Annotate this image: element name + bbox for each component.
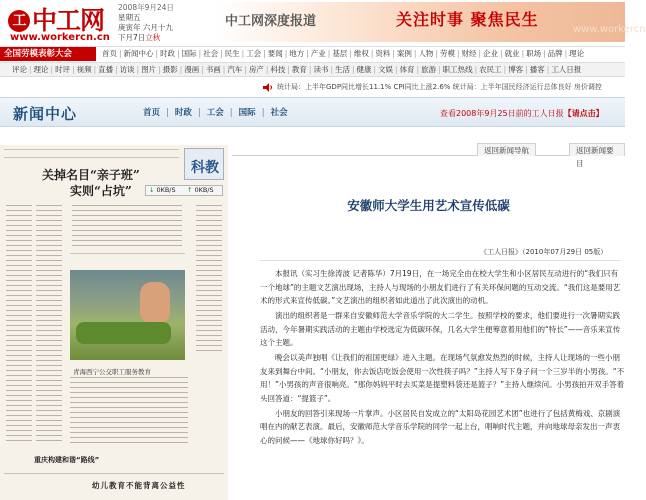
nav-separator: | — [330, 65, 333, 74]
rule-line — [4, 157, 179, 158]
article-source: 《工人日报》（2010年07月29日 05版） — [480, 248, 608, 256]
article-tabs — [232, 140, 625, 168]
nav-separator: | — [115, 65, 118, 74]
article-divider — [260, 260, 620, 261]
secondary-nav-item[interactable]: 文娱 — [378, 65, 394, 74]
main-nav-item[interactable]: 资料 — [375, 49, 391, 58]
ticker-text[interactable]: 统计局：上半年GDP同比增长11.1% CPI同比上涨2.6% 统计局：上半年国民经济运行总体良好 房价调控 — [277, 83, 602, 91]
banner-slogan: 关注时事 聚焦民生 — [396, 10, 539, 29]
banner-watermark: www.workercn — [573, 24, 646, 35]
main-nav-item[interactable]: 维权 — [353, 49, 369, 58]
article-body — [260, 267, 625, 449]
photo-vegetables — [76, 322, 171, 344]
news-center-menu-item[interactable]: 社会 — [270, 108, 288, 118]
secondary-nav-item[interactable]: 直播 — [98, 65, 114, 74]
news-center-menu-item[interactable]: 时政 — [174, 108, 192, 118]
main-nav-item[interactable]: 时政 — [160, 49, 176, 58]
secondary-nav-item[interactable]: 读书 — [313, 65, 329, 74]
rule-line — [4, 149, 179, 150]
main-nav-item[interactable]: 劳模 — [439, 49, 455, 58]
main-nav-item[interactable]: 财经 — [461, 49, 477, 58]
nav-separator: | — [155, 49, 159, 58]
photo-child-figure — [140, 282, 170, 324]
main-nav-item[interactable]: 民生 — [224, 49, 240, 58]
upload-value: 0KB/S — [194, 186, 214, 194]
nav-separator: | — [395, 65, 398, 74]
banner-title: 中工网深度报道 — [225, 14, 317, 29]
nav-separator: | — [136, 65, 140, 74]
nav-separator: | — [93, 65, 97, 74]
nav-separator: | — [306, 49, 309, 58]
nav-separator: | — [179, 65, 183, 74]
secondary-nav-item[interactable]: 职工热线 — [442, 65, 473, 74]
main-nav-item[interactable]: 地方 — [289, 49, 305, 58]
secondary-nav-item[interactable]: 视频 — [76, 65, 92, 74]
date-line-1: 2008年9月24日 — [118, 3, 174, 12]
nav-separator: | — [373, 65, 377, 74]
news-center-title: 新闻中心 — [13, 105, 78, 123]
main-nav-item[interactable]: 案例 — [396, 49, 412, 58]
main-nav-item[interactable]: 工会 — [246, 49, 262, 58]
newspaper-subheading-2: 幼儿教育不能背离公益性 — [92, 481, 186, 490]
nav-separator: | — [370, 49, 374, 58]
date-line-4-prefix: 下月7日 — [118, 33, 146, 42]
secondary-nav-item[interactable]: 房产 — [248, 65, 264, 74]
news-center-bar — [0, 97, 625, 127]
nav-separator: | — [201, 65, 204, 74]
secondary-nav-item[interactable]: 工人日报 — [551, 65, 582, 74]
main-nav-item[interactable]: 品牌 — [547, 49, 563, 58]
nav-separator: | — [177, 49, 180, 58]
archive-promo-text: 查看2008年9月25日前的工人日报 — [440, 109, 564, 118]
newspaper-photo — [70, 270, 185, 360]
secondary-nav-item[interactable]: 理论 — [33, 65, 49, 74]
secondary-nav-item[interactable]: 时评 — [55, 65, 71, 74]
header-banner[interactable] — [213, 2, 646, 42]
newspaper-page-image[interactable] — [0, 145, 228, 500]
newspaper-subheading-1: 重庆构建和谐“路线” — [34, 456, 100, 464]
nav-separator: | — [438, 65, 441, 74]
main-nav-item[interactable]: 产业 — [310, 49, 326, 58]
date-line-3: 庚寅年 六月十九 — [118, 23, 173, 32]
nav-separator: | — [284, 49, 288, 58]
archive-promo[interactable] — [440, 108, 604, 119]
rule-line — [70, 253, 185, 254]
top-header — [0, 0, 646, 45]
nav-separator: | — [72, 65, 75, 74]
nav-separator: | — [413, 49, 417, 58]
text-column — [196, 205, 222, 355]
nav-separator: | — [241, 49, 245, 58]
news-center-menu — [143, 106, 294, 118]
nav-separator: | — [220, 49, 223, 58]
main-nav-item[interactable]: 国际 — [181, 49, 197, 58]
main-nav-item[interactable]: 企业 — [483, 49, 499, 58]
main-nav-item[interactable]: 理论 — [569, 49, 585, 58]
nav-separator: | — [521, 49, 525, 58]
secondary-nav-item[interactable]: 摄影 — [162, 65, 178, 74]
nav-separator: | — [546, 65, 550, 74]
text-column — [6, 205, 32, 445]
nav-separator: | — [456, 49, 460, 58]
secondary-nav-item[interactable]: 访谈 — [119, 65, 135, 74]
date-line-4-red: 立秋 — [145, 33, 161, 42]
nav-separator: | — [543, 49, 546, 58]
nav-separator: | — [564, 49, 568, 58]
main-nav-item[interactable]: 就业 — [504, 49, 520, 58]
nav-separator: | — [351, 65, 355, 74]
date-block — [118, 3, 174, 43]
nav-separator: | — [478, 49, 482, 58]
secondary-nav — [0, 62, 625, 77]
secondary-nav-item[interactable]: 教育 — [291, 65, 307, 74]
nav-separator: | — [525, 65, 528, 74]
nav-separator: | — [261, 108, 265, 118]
secondary-nav-item[interactable]: 博客 — [508, 65, 524, 74]
nav-separator: | — [229, 108, 233, 118]
article-paragraph: 本报讯（实习生徐涛波 记者陈华）7月19日，在一场完全由在校大学生和小区居民互动进行的“我们只有一个地球”的主题文艺演出现场，主持人与现场的小朋友们进行了有关环保问题的互动交流。“我们这是要用艺术的形式来宣传低碳。”文艺演出的组织者如此道出了此次演出的动机。 — [260, 269, 621, 305]
secondary-nav-item[interactable]: 生活 — [334, 65, 350, 74]
nav-separator: | — [474, 65, 478, 74]
main-nav-item[interactable]: 基层 — [332, 49, 348, 58]
secondary-nav-item[interactable]: 农民工 — [479, 65, 502, 74]
main-nav-item[interactable]: 首页 — [102, 49, 117, 58]
article-paragraph: 晚会以美声独唱《让我们的祖国更绿》进入主题。在现场气氛愈发热烈的时候，主持人让现场的一些小朋友来到舞台中间。“小朋友，你去饭店吃饭会使用一次性筷子吗？”主持人写下身子问一个三岁半的小男孩。“不用！”小男孩的声音很响亮。“那你妈妈平时去买菜是提塑料袋还是篮子？”主持人继续问。小男孩拍开双手答着头回答道：“提篮子”。 — [260, 353, 625, 403]
nav-separator: | — [263, 49, 266, 58]
main-nav-item[interactable]: 新闻中心 — [123, 49, 154, 58]
site-url[interactable]: www.workercn.cn — [10, 32, 110, 43]
nav-separator: | — [166, 108, 169, 118]
article-paragraph: 小朋友的回答引来现场一片掌声。小区居民自发成立的“太阳岛花园艺术团”也进行了包括黄梅戏、京剧演唱在内的献艺表演。最后，安徽师范大学音乐学院的同学一起上台，唱响时代主题，并向地球母亲发出一声衷心的问候——《地球你好吗？》。 — [260, 408, 621, 445]
logo-mark-icon: 工 — [8, 10, 30, 32]
speed-widget[interactable] — [145, 185, 223, 196]
section-box-text: 科教 — [191, 160, 219, 176]
nav-separator: | — [327, 49, 331, 58]
nav-separator: | — [349, 49, 352, 58]
date-line-2: 星期五 — [118, 13, 141, 22]
news-ticker — [0, 80, 625, 95]
nav-separator: | — [119, 49, 122, 58]
main-nav-item[interactable]: 职场 — [526, 49, 542, 58]
secondary-nav-item[interactable]: 健康 — [356, 65, 372, 74]
nav-separator: | — [50, 65, 54, 74]
news-center-menu-item[interactable]: 首页 — [143, 108, 161, 118]
upload-speed — [187, 186, 214, 195]
section-box — [184, 148, 224, 180]
headline-line-2: 实则“占坑” — [70, 184, 132, 198]
news-center-menu-item[interactable]: 国际 — [238, 108, 256, 118]
secondary-nav-item[interactable]: 播客 — [529, 65, 545, 74]
logo-text: 中工网 — [32, 6, 105, 35]
archive-promo-link[interactable]: 【请点击】 — [563, 109, 604, 118]
date-line-4 — [118, 33, 174, 43]
text-column — [36, 205, 62, 445]
photo-caption: 青海西宁公交职工服务教育 — [73, 368, 151, 376]
upload-arrow-icon: ↑ — [187, 186, 193, 194]
secondary-nav-item[interactable]: 漫画 — [184, 65, 200, 74]
rule-line — [4, 473, 224, 474]
nav-separator: | — [435, 49, 438, 58]
secondary-nav-item[interactable]: 科技 — [270, 65, 286, 74]
tab-news-index[interactable]: 返回新闻要目 — [569, 143, 625, 156]
secondary-nav-item[interactable]: 体育 — [399, 65, 415, 74]
nav-separator: | — [197, 108, 201, 118]
nav-separator: | — [265, 65, 269, 74]
secondary-nav-item[interactable]: 汽车 — [227, 65, 243, 74]
news-center-menu-item[interactable]: 工会 — [206, 108, 224, 118]
main-nav-item[interactable]: 社会 — [203, 49, 219, 58]
nav-separator: | — [158, 65, 161, 74]
secondary-nav-item[interactable]: 旅游 — [421, 65, 437, 74]
secondary-nav-items — [12, 63, 583, 77]
article-title: 安徽师大学生用艺术宣传低碳 — [347, 198, 510, 213]
nav-separator: | — [503, 65, 507, 74]
main-nav — [0, 46, 625, 60]
download-value: 0KB/S — [156, 186, 176, 194]
tab-news-navigation[interactable]: 返回新闻导航 — [477, 143, 536, 156]
nav-separator: | — [198, 49, 202, 58]
article-paragraph: 演出的组织者是一群来自安徽师范大学音乐学院的大二学生。按照学校的要求，他们要进行一次暑期实践活动，今年暑期实践活动的主题由学校选定为低碳环保，几名大学生便筹意着用他们的“特长”——音乐来宣传这个主题。 — [260, 311, 621, 347]
nav-separator: | — [308, 65, 312, 74]
download-speed — [149, 186, 176, 195]
article-panel — [232, 140, 625, 500]
nav-separator: | — [287, 65, 290, 74]
model-worker-tag[interactable]: 全国劳模表彰大会 — [0, 47, 96, 61]
nav-separator: | — [392, 49, 395, 58]
text-column — [70, 377, 188, 447]
nav-separator: | — [244, 65, 247, 74]
main-nav-items — [102, 47, 586, 61]
headline-line-1: 关掉名目“亲子班” — [42, 168, 140, 182]
text-column — [72, 205, 182, 249]
download-arrow-icon: ↓ — [149, 186, 155, 194]
secondary-nav-item[interactable]: 评论 — [12, 65, 27, 74]
secondary-nav-item[interactable]: 图片 — [141, 65, 157, 74]
nav-separator: | — [416, 65, 420, 74]
speaker-icon — [263, 83, 273, 92]
nav-separator: | — [29, 65, 32, 74]
main-nav-item[interactable]: 要闻 — [267, 49, 283, 58]
nav-separator: | — [222, 65, 226, 74]
newspaper-headline — [42, 167, 140, 199]
main-nav-item[interactable]: 人物 — [418, 49, 434, 58]
nav-separator: | — [500, 49, 503, 58]
secondary-nav-item[interactable]: 书画 — [205, 65, 221, 74]
